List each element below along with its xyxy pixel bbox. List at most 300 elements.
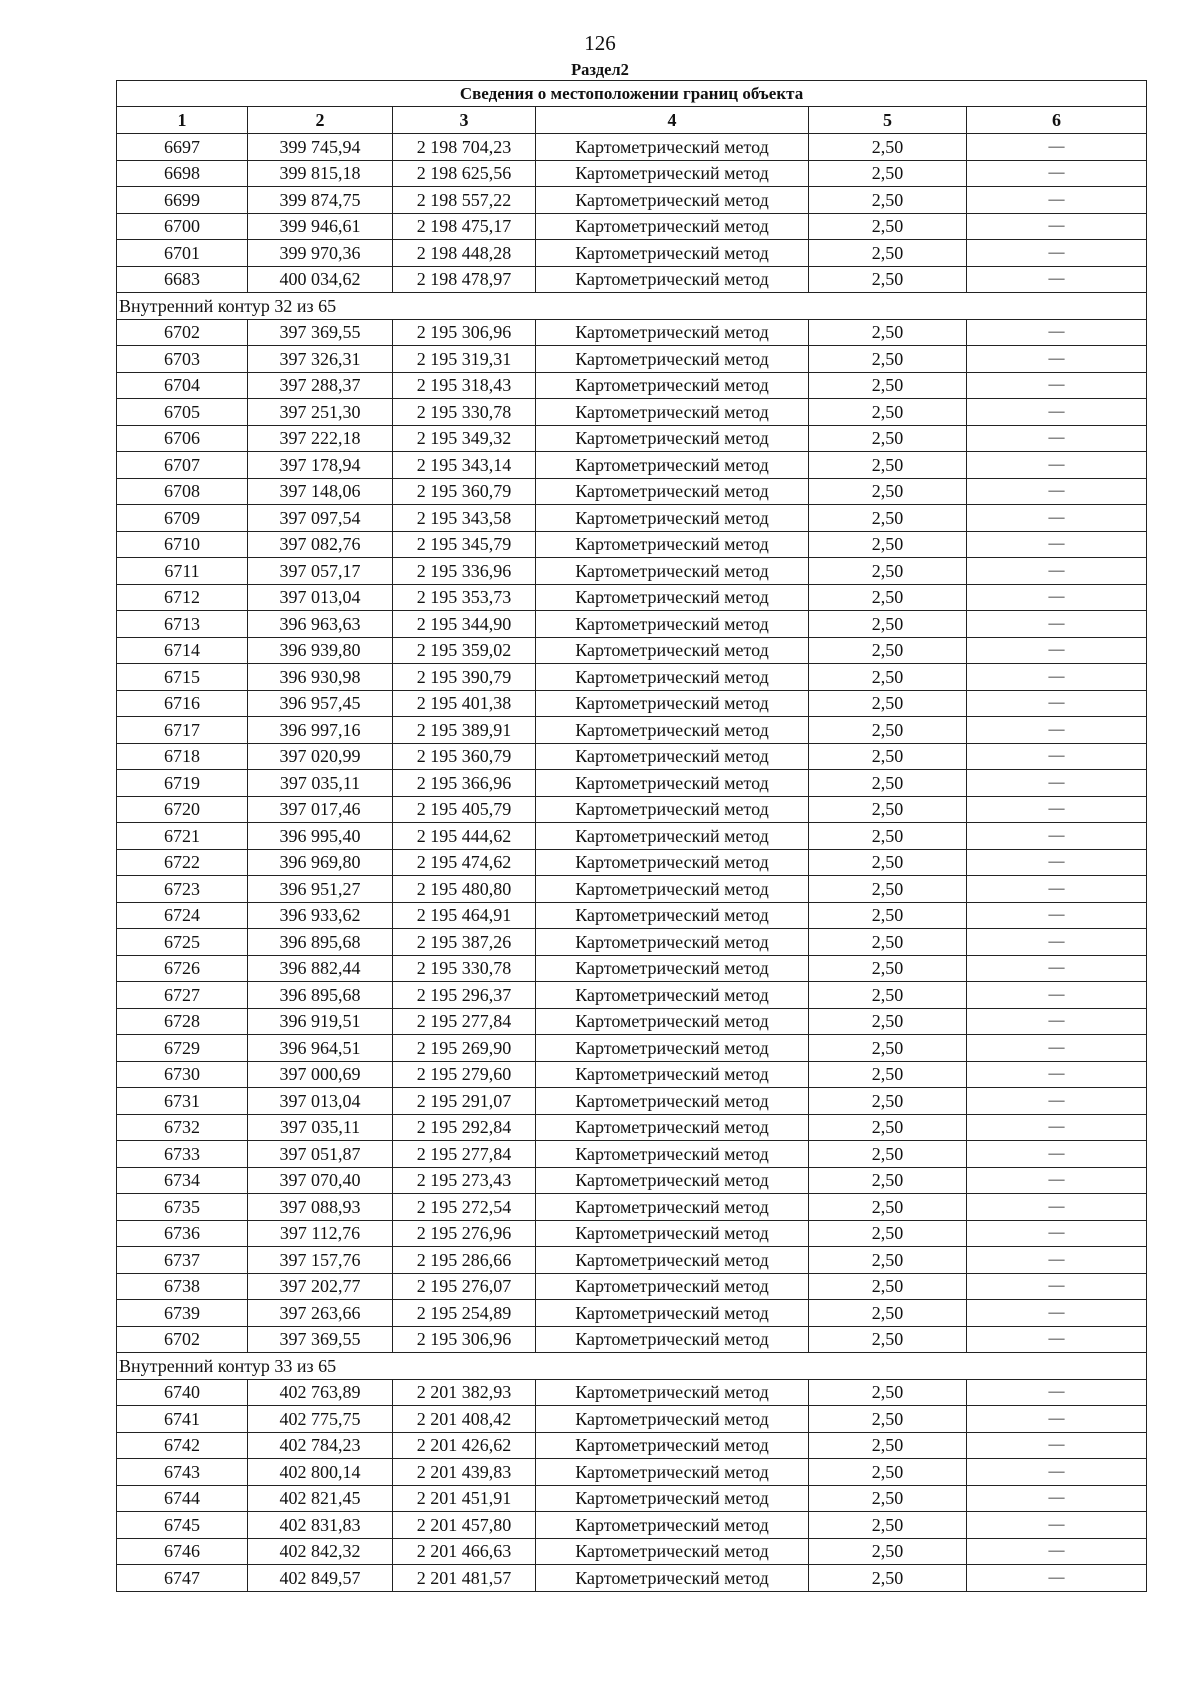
point-number-cell: 6709 bbox=[117, 505, 248, 532]
y-coordinate-cell: 2 195 387,26 bbox=[393, 929, 536, 956]
table-row bbox=[117, 425, 1147, 452]
method-cell: Картометрический метод bbox=[536, 1008, 809, 1035]
note-cell: — bbox=[967, 902, 1147, 929]
y-coordinate-cell: 2 195 277,84 bbox=[393, 1008, 536, 1035]
y-coordinate-cell: 2 195 366,96 bbox=[393, 770, 536, 797]
point-number-cell: 6723 bbox=[117, 876, 248, 903]
point-number-cell: 6727 bbox=[117, 982, 248, 1009]
accuracy-cell: 2,50 bbox=[809, 1247, 967, 1274]
y-coordinate-cell: 2 198 478,97 bbox=[393, 266, 536, 293]
y-coordinate-cell: 2 195 269,90 bbox=[393, 1035, 536, 1062]
x-coordinate-cell: 402 763,89 bbox=[248, 1379, 393, 1406]
accuracy-cell: 2,50 bbox=[809, 1194, 967, 1221]
method-cell: Картометрический метод bbox=[536, 160, 809, 187]
note-cell: — bbox=[967, 1432, 1147, 1459]
y-coordinate-cell: 2 198 557,22 bbox=[393, 187, 536, 214]
accuracy-cell: 2,50 bbox=[809, 1114, 967, 1141]
note-cell: — bbox=[967, 796, 1147, 823]
table-row bbox=[117, 637, 1147, 664]
x-coordinate-cell: 396 895,68 bbox=[248, 982, 393, 1009]
table-row bbox=[117, 478, 1147, 505]
accuracy-cell: 2,50 bbox=[809, 743, 967, 770]
method-cell: Картометрический метод bbox=[536, 1273, 809, 1300]
method-cell: Картометрический метод bbox=[536, 1538, 809, 1565]
note-cell: — bbox=[967, 823, 1147, 850]
contour-label: Внутренний контур 33 из 65 bbox=[117, 1353, 1147, 1380]
table-row bbox=[117, 1167, 1147, 1194]
point-number-cell: 6712 bbox=[117, 584, 248, 611]
y-coordinate-cell: 2 195 292,84 bbox=[393, 1114, 536, 1141]
method-cell: Картометрический метод bbox=[536, 584, 809, 611]
x-coordinate-cell: 402 831,83 bbox=[248, 1512, 393, 1539]
method-cell: Картометрический метод bbox=[536, 1485, 809, 1512]
boundaries-table bbox=[116, 80, 1147, 1592]
y-coordinate-cell: 2 201 426,62 bbox=[393, 1432, 536, 1459]
method-cell: Картометрический метод bbox=[536, 558, 809, 585]
accuracy-cell: 2,50 bbox=[809, 1061, 967, 1088]
point-number-cell: 6699 bbox=[117, 187, 248, 214]
table-row bbox=[117, 1459, 1147, 1486]
method-cell: Картометрический метод bbox=[536, 134, 809, 161]
note-cell: — bbox=[967, 1141, 1147, 1168]
y-coordinate-cell: 2 195 272,54 bbox=[393, 1194, 536, 1221]
table-row bbox=[117, 134, 1147, 161]
method-cell: Картометрический метод bbox=[536, 955, 809, 982]
accuracy-cell: 2,50 bbox=[809, 1167, 967, 1194]
table-row bbox=[117, 399, 1147, 426]
table-row bbox=[117, 1406, 1147, 1433]
accuracy-cell: 2,50 bbox=[809, 505, 967, 532]
note-cell: — bbox=[967, 1008, 1147, 1035]
point-number-cell: 6718 bbox=[117, 743, 248, 770]
method-cell: Картометрический метод bbox=[536, 876, 809, 903]
note-cell: — bbox=[967, 876, 1147, 903]
method-cell: Картометрический метод bbox=[536, 849, 809, 876]
accuracy-cell: 2,50 bbox=[809, 584, 967, 611]
method-cell: Картометрический метод bbox=[536, 399, 809, 426]
table-row bbox=[117, 319, 1147, 346]
point-number-cell: 6731 bbox=[117, 1088, 248, 1115]
y-coordinate-cell: 2 195 405,79 bbox=[393, 796, 536, 823]
point-number-cell: 6700 bbox=[117, 213, 248, 240]
accuracy-cell: 2,50 bbox=[809, 240, 967, 267]
table-row bbox=[117, 584, 1147, 611]
method-cell: Картометрический метод bbox=[536, 425, 809, 452]
point-number-cell: 6740 bbox=[117, 1379, 248, 1406]
point-number-cell: 6719 bbox=[117, 770, 248, 797]
table-row bbox=[117, 452, 1147, 479]
accuracy-cell: 2,50 bbox=[809, 1485, 967, 1512]
point-number-cell: 6720 bbox=[117, 796, 248, 823]
table-row bbox=[117, 1141, 1147, 1168]
method-cell: Картометрический метод bbox=[536, 743, 809, 770]
y-coordinate-cell: 2 195 343,58 bbox=[393, 505, 536, 532]
x-coordinate-cell: 397 000,69 bbox=[248, 1061, 393, 1088]
x-coordinate-cell: 397 020,99 bbox=[248, 743, 393, 770]
table-row bbox=[117, 1088, 1147, 1115]
y-coordinate-cell: 2 195 254,89 bbox=[393, 1300, 536, 1327]
accuracy-cell: 2,50 bbox=[809, 399, 967, 426]
accuracy-cell: 2,50 bbox=[809, 1141, 967, 1168]
accuracy-cell: 2,50 bbox=[809, 637, 967, 664]
note-cell: — bbox=[967, 690, 1147, 717]
point-number-cell: 6697 bbox=[117, 134, 248, 161]
x-coordinate-cell: 396 951,27 bbox=[248, 876, 393, 903]
table-row bbox=[117, 929, 1147, 956]
x-coordinate-cell: 397 148,06 bbox=[248, 478, 393, 505]
column-number: 5 bbox=[809, 107, 967, 134]
x-coordinate-cell: 396 882,44 bbox=[248, 955, 393, 982]
y-coordinate-cell: 2 195 330,78 bbox=[393, 955, 536, 982]
y-coordinate-cell: 2 195 464,91 bbox=[393, 902, 536, 929]
y-coordinate-cell: 2 201 408,42 bbox=[393, 1406, 536, 1433]
x-coordinate-cell: 402 800,14 bbox=[248, 1459, 393, 1486]
y-coordinate-cell: 2 198 475,17 bbox=[393, 213, 536, 240]
table-row bbox=[117, 743, 1147, 770]
method-cell: Картометрический метод bbox=[536, 823, 809, 850]
x-coordinate-cell: 397 017,46 bbox=[248, 796, 393, 823]
accuracy-cell: 2,50 bbox=[809, 425, 967, 452]
point-number-cell: 6736 bbox=[117, 1220, 248, 1247]
accuracy-cell: 2,50 bbox=[809, 531, 967, 558]
x-coordinate-cell: 397 035,11 bbox=[248, 770, 393, 797]
point-number-cell: 6721 bbox=[117, 823, 248, 850]
point-number-cell: 6741 bbox=[117, 1406, 248, 1433]
note-cell: — bbox=[967, 319, 1147, 346]
y-coordinate-cell: 2 198 704,23 bbox=[393, 134, 536, 161]
point-number-cell: 6716 bbox=[117, 690, 248, 717]
method-cell: Картометрический метод bbox=[536, 637, 809, 664]
x-coordinate-cell: 397 157,76 bbox=[248, 1247, 393, 1274]
method-cell: Картометрический метод bbox=[536, 266, 809, 293]
table-row bbox=[117, 266, 1147, 293]
y-coordinate-cell: 2 195 444,62 bbox=[393, 823, 536, 850]
method-cell: Картометрический метод bbox=[536, 611, 809, 638]
note-cell: — bbox=[967, 1273, 1147, 1300]
accuracy-cell: 2,50 bbox=[809, 611, 967, 638]
table-row bbox=[117, 823, 1147, 850]
accuracy-cell: 2,50 bbox=[809, 1088, 967, 1115]
accuracy-cell: 2,50 bbox=[809, 796, 967, 823]
note-cell: — bbox=[967, 717, 1147, 744]
method-cell: Картометрический метод bbox=[536, 1459, 809, 1486]
table-row bbox=[117, 1432, 1147, 1459]
method-cell: Картометрический метод bbox=[536, 452, 809, 479]
accuracy-cell: 2,50 bbox=[809, 876, 967, 903]
accuracy-cell: 2,50 bbox=[809, 1432, 967, 1459]
accuracy-cell: 2,50 bbox=[809, 134, 967, 161]
y-coordinate-cell: 2 195 286,66 bbox=[393, 1247, 536, 1274]
note-cell: — bbox=[967, 611, 1147, 638]
method-cell: Картометрический метод bbox=[536, 1326, 809, 1353]
method-cell: Картометрический метод bbox=[536, 346, 809, 373]
table-row bbox=[117, 1565, 1147, 1592]
y-coordinate-cell: 2 195 277,84 bbox=[393, 1141, 536, 1168]
x-coordinate-cell: 396 933,62 bbox=[248, 902, 393, 929]
accuracy-cell: 2,50 bbox=[809, 558, 967, 585]
accuracy-cell: 2,50 bbox=[809, 902, 967, 929]
method-cell: Картометрический метод bbox=[536, 1432, 809, 1459]
method-cell: Картометрический метод bbox=[536, 319, 809, 346]
x-coordinate-cell: 396 964,51 bbox=[248, 1035, 393, 1062]
accuracy-cell: 2,50 bbox=[809, 452, 967, 479]
accuracy-cell: 2,50 bbox=[809, 1008, 967, 1035]
note-cell: — bbox=[967, 1406, 1147, 1433]
table-row bbox=[117, 664, 1147, 691]
table-row bbox=[117, 240, 1147, 267]
point-number-cell: 6707 bbox=[117, 452, 248, 479]
y-coordinate-cell: 2 201 451,91 bbox=[393, 1485, 536, 1512]
method-cell: Картометрический метод bbox=[536, 478, 809, 505]
point-number-cell: 6728 bbox=[117, 1008, 248, 1035]
x-coordinate-cell: 396 957,45 bbox=[248, 690, 393, 717]
point-number-cell: 6706 bbox=[117, 425, 248, 452]
accuracy-cell: 2,50 bbox=[809, 1379, 967, 1406]
x-coordinate-cell: 397 112,76 bbox=[248, 1220, 393, 1247]
point-number-cell: 6742 bbox=[117, 1432, 248, 1459]
accuracy-cell: 2,50 bbox=[809, 478, 967, 505]
method-cell: Картометрический метод bbox=[536, 1035, 809, 1062]
x-coordinate-cell: 397 035,11 bbox=[248, 1114, 393, 1141]
x-coordinate-cell: 402 821,45 bbox=[248, 1485, 393, 1512]
x-coordinate-cell: 399 946,61 bbox=[248, 213, 393, 240]
table-row bbox=[117, 796, 1147, 823]
accuracy-cell: 2,50 bbox=[809, 1512, 967, 1539]
accuracy-cell: 2,50 bbox=[809, 1459, 967, 1486]
note-cell: — bbox=[967, 1247, 1147, 1274]
note-cell: — bbox=[967, 160, 1147, 187]
note-cell: — bbox=[967, 1379, 1147, 1406]
y-coordinate-cell: 2 195 336,96 bbox=[393, 558, 536, 585]
accuracy-cell: 2,50 bbox=[809, 1220, 967, 1247]
accuracy-cell: 2,50 bbox=[809, 770, 967, 797]
y-coordinate-cell: 2 195 306,96 bbox=[393, 1326, 536, 1353]
table-row bbox=[117, 717, 1147, 744]
accuracy-cell: 2,50 bbox=[809, 1300, 967, 1327]
table-row bbox=[117, 531, 1147, 558]
y-coordinate-cell: 2 195 319,31 bbox=[393, 346, 536, 373]
note-cell: — bbox=[967, 478, 1147, 505]
y-coordinate-cell: 2 201 457,80 bbox=[393, 1512, 536, 1539]
x-coordinate-cell: 397 222,18 bbox=[248, 425, 393, 452]
note-cell: — bbox=[967, 266, 1147, 293]
note-cell: — bbox=[967, 1114, 1147, 1141]
point-number-cell: 6711 bbox=[117, 558, 248, 585]
table-row bbox=[117, 1061, 1147, 1088]
note-cell: — bbox=[967, 1485, 1147, 1512]
method-cell: Картометрический метод bbox=[536, 1565, 809, 1592]
column-number: 3 bbox=[393, 107, 536, 134]
method-cell: Картометрический метод bbox=[536, 796, 809, 823]
point-number-cell: 6746 bbox=[117, 1538, 248, 1565]
note-cell: — bbox=[967, 1088, 1147, 1115]
x-coordinate-cell: 399 970,36 bbox=[248, 240, 393, 267]
contour-header-row bbox=[117, 1353, 1147, 1380]
note-cell: — bbox=[967, 1167, 1147, 1194]
method-cell: Картометрический метод bbox=[536, 1247, 809, 1274]
accuracy-cell: 2,50 bbox=[809, 160, 967, 187]
table-row bbox=[117, 1247, 1147, 1274]
column-numbers-row bbox=[117, 107, 1147, 134]
x-coordinate-cell: 397 070,40 bbox=[248, 1167, 393, 1194]
note-cell: — bbox=[967, 452, 1147, 479]
method-cell: Картометрический метод bbox=[536, 1406, 809, 1433]
table-row bbox=[117, 1485, 1147, 1512]
note-cell: — bbox=[967, 134, 1147, 161]
table-row bbox=[117, 982, 1147, 1009]
y-coordinate-cell: 2 198 625,56 bbox=[393, 160, 536, 187]
method-cell: Картометрический метод bbox=[536, 1379, 809, 1406]
y-coordinate-cell: 2 201 481,57 bbox=[393, 1565, 536, 1592]
table-row bbox=[117, 1008, 1147, 1035]
y-coordinate-cell: 2 195 343,14 bbox=[393, 452, 536, 479]
y-coordinate-cell: 2 195 360,79 bbox=[393, 743, 536, 770]
note-cell: — bbox=[967, 240, 1147, 267]
y-coordinate-cell: 2 195 279,60 bbox=[393, 1061, 536, 1088]
table-row bbox=[117, 213, 1147, 240]
method-cell: Картометрический метод bbox=[536, 664, 809, 691]
accuracy-cell: 2,50 bbox=[809, 372, 967, 399]
table-row bbox=[117, 1326, 1147, 1353]
y-coordinate-cell: 2 201 382,93 bbox=[393, 1379, 536, 1406]
point-number-cell: 6703 bbox=[117, 346, 248, 373]
y-coordinate-cell: 2 195 401,38 bbox=[393, 690, 536, 717]
note-cell: — bbox=[967, 982, 1147, 1009]
point-number-cell: 6714 bbox=[117, 637, 248, 664]
accuracy-cell: 2,50 bbox=[809, 929, 967, 956]
method-cell: Картометрический метод bbox=[536, 717, 809, 744]
method-cell: Картометрический метод bbox=[536, 690, 809, 717]
note-cell: — bbox=[967, 1194, 1147, 1221]
y-coordinate-cell: 2 195 360,79 bbox=[393, 478, 536, 505]
accuracy-cell: 2,50 bbox=[809, 319, 967, 346]
x-coordinate-cell: 397 057,17 bbox=[248, 558, 393, 585]
table-row bbox=[117, 876, 1147, 903]
table-row bbox=[117, 902, 1147, 929]
point-number-cell: 6713 bbox=[117, 611, 248, 638]
note-cell: — bbox=[967, 505, 1147, 532]
x-coordinate-cell: 397 251,30 bbox=[248, 399, 393, 426]
accuracy-cell: 2,50 bbox=[809, 823, 967, 850]
point-number-cell: 6708 bbox=[117, 478, 248, 505]
x-coordinate-cell: 396 939,80 bbox=[248, 637, 393, 664]
x-coordinate-cell: 399 874,75 bbox=[248, 187, 393, 214]
note-cell: — bbox=[967, 399, 1147, 426]
point-number-cell: 6701 bbox=[117, 240, 248, 267]
note-cell: — bbox=[967, 1220, 1147, 1247]
method-cell: Картометрический метод bbox=[536, 187, 809, 214]
point-number-cell: 6745 bbox=[117, 1512, 248, 1539]
point-number-cell: 6717 bbox=[117, 717, 248, 744]
note-cell: — bbox=[967, 849, 1147, 876]
point-number-cell: 6702 bbox=[117, 1326, 248, 1353]
x-coordinate-cell: 399 815,18 bbox=[248, 160, 393, 187]
table-row bbox=[117, 346, 1147, 373]
point-number-cell: 6715 bbox=[117, 664, 248, 691]
table-body bbox=[117, 81, 1147, 1592]
y-coordinate-cell: 2 195 276,96 bbox=[393, 1220, 536, 1247]
note-cell: — bbox=[967, 1326, 1147, 1353]
y-coordinate-cell: 2 201 466,63 bbox=[393, 1538, 536, 1565]
x-coordinate-cell: 402 842,32 bbox=[248, 1538, 393, 1565]
method-cell: Картометрический метод bbox=[536, 1220, 809, 1247]
method-cell: Картометрический метод bbox=[536, 1194, 809, 1221]
accuracy-cell: 2,50 bbox=[809, 982, 967, 1009]
y-coordinate-cell: 2 195 390,79 bbox=[393, 664, 536, 691]
method-cell: Картометрический метод bbox=[536, 929, 809, 956]
method-cell: Картометрический метод bbox=[536, 213, 809, 240]
y-coordinate-cell: 2 195 480,80 bbox=[393, 876, 536, 903]
point-number-cell: 6733 bbox=[117, 1141, 248, 1168]
x-coordinate-cell: 396 919,51 bbox=[248, 1008, 393, 1035]
point-number-cell: 6738 bbox=[117, 1273, 248, 1300]
x-coordinate-cell: 397 369,55 bbox=[248, 1326, 393, 1353]
note-cell: — bbox=[967, 1565, 1147, 1592]
point-number-cell: 6735 bbox=[117, 1194, 248, 1221]
y-coordinate-cell: 2 195 276,07 bbox=[393, 1273, 536, 1300]
note-cell: — bbox=[967, 770, 1147, 797]
page-number: 126 bbox=[584, 31, 616, 55]
accuracy-cell: 2,50 bbox=[809, 849, 967, 876]
x-coordinate-cell: 396 995,40 bbox=[248, 823, 393, 850]
y-coordinate-cell: 2 201 439,83 bbox=[393, 1459, 536, 1486]
x-coordinate-cell: 397 178,94 bbox=[248, 452, 393, 479]
table-row bbox=[117, 849, 1147, 876]
x-coordinate-cell: 396 969,80 bbox=[248, 849, 393, 876]
y-coordinate-cell: 2 195 273,43 bbox=[393, 1167, 536, 1194]
table-row bbox=[117, 1194, 1147, 1221]
y-coordinate-cell: 2 195 291,07 bbox=[393, 1088, 536, 1115]
method-cell: Картометрический метод bbox=[536, 982, 809, 1009]
point-number-cell: 6724 bbox=[117, 902, 248, 929]
point-number-cell: 6722 bbox=[117, 849, 248, 876]
accuracy-cell: 2,50 bbox=[809, 346, 967, 373]
accuracy-cell: 2,50 bbox=[809, 187, 967, 214]
x-coordinate-cell: 400 034,62 bbox=[248, 266, 393, 293]
point-number-cell: 6734 bbox=[117, 1167, 248, 1194]
x-coordinate-cell: 396 930,98 bbox=[248, 664, 393, 691]
accuracy-cell: 2,50 bbox=[809, 1565, 967, 1592]
point-number-cell: 6744 bbox=[117, 1485, 248, 1512]
y-coordinate-cell: 2 195 345,79 bbox=[393, 531, 536, 558]
note-cell: — bbox=[967, 372, 1147, 399]
table-row bbox=[117, 558, 1147, 585]
y-coordinate-cell: 2 198 448,28 bbox=[393, 240, 536, 267]
accuracy-cell: 2,50 bbox=[809, 266, 967, 293]
y-coordinate-cell: 2 195 306,96 bbox=[393, 319, 536, 346]
table-row bbox=[117, 1114, 1147, 1141]
note-cell: — bbox=[967, 187, 1147, 214]
method-cell: Картометрический метод bbox=[536, 770, 809, 797]
table-row bbox=[117, 690, 1147, 717]
x-coordinate-cell: 396 895,68 bbox=[248, 929, 393, 956]
accuracy-cell: 2,50 bbox=[809, 1273, 967, 1300]
note-cell: — bbox=[967, 1459, 1147, 1486]
note-cell: — bbox=[967, 1512, 1147, 1539]
table-row bbox=[117, 1300, 1147, 1327]
note-cell: — bbox=[967, 955, 1147, 982]
table-row bbox=[117, 955, 1147, 982]
y-coordinate-cell: 2 195 353,73 bbox=[393, 584, 536, 611]
x-coordinate-cell: 397 013,04 bbox=[248, 1088, 393, 1115]
table-caption-row bbox=[117, 81, 1147, 107]
note-cell: — bbox=[967, 213, 1147, 240]
accuracy-cell: 2,50 bbox=[809, 213, 967, 240]
note-cell: — bbox=[967, 531, 1147, 558]
point-number-cell: 6730 bbox=[117, 1061, 248, 1088]
table-row bbox=[117, 187, 1147, 214]
table-row bbox=[117, 160, 1147, 187]
